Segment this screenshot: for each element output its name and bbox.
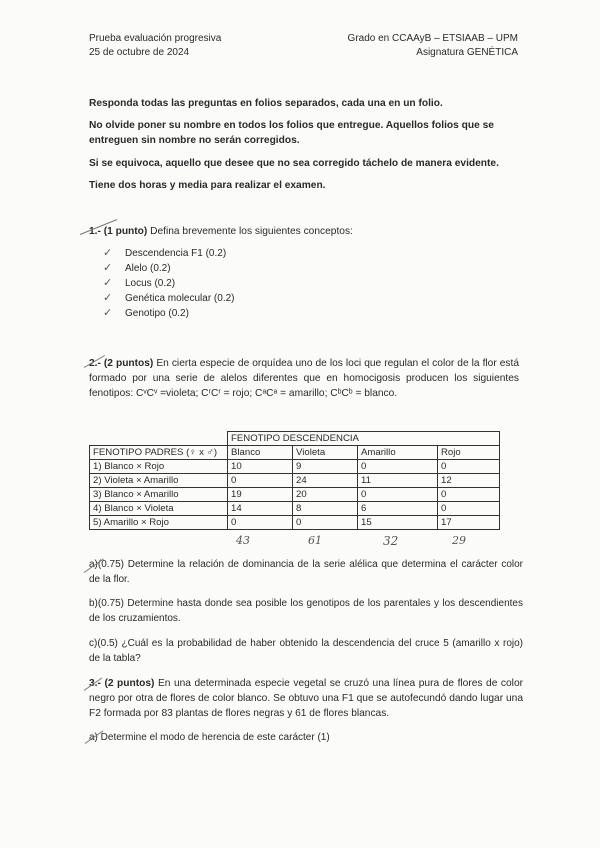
table-cell: 19 xyxy=(228,488,293,502)
handwritten-total: 29 xyxy=(452,534,466,547)
column-header: Blanco xyxy=(228,446,293,460)
question-2-text: En cierta especie de orquídea uno de los loci que regulan el color de la flor está formado por una serie de alelos diferentes que en homocigosis producen los siguientes fenotipos: CᵛCᵛ =violeta; CʳCʳ = rojo; CᵃCᵃ = amarillo; CᵇCᵇ = blanco. xyxy=(89,358,520,399)
handwritten-total: 43 xyxy=(236,534,250,547)
question-3-points: 3.- (2 puntos) xyxy=(89,678,155,689)
table-row xyxy=(90,488,500,502)
cross-label: 3) Blanco × Amarillo xyxy=(90,488,228,502)
checkmark-icon: ✓ xyxy=(103,262,113,274)
table-cell: 12 xyxy=(438,474,500,488)
degree-name: Grado en CCAAyB – ETSIAAB – UPM xyxy=(347,33,518,44)
question-2c: c)(0.5) ¿Cuál es la probabilidad de haber obtenido la descendencia del cruce 5 (amarillo x rojo) de la tabla? xyxy=(89,638,523,664)
question-3 xyxy=(89,676,523,721)
table-cell: 9 xyxy=(293,460,358,474)
table-cell: 0 xyxy=(358,460,438,474)
instruction-2: No olvide poner su nombre en todos los folios que entregue. Aquellos folios que se entreguen sin nombre no serán corregidos. xyxy=(89,120,494,146)
question-2a: a)(0.75) Determine la relación de dominancia de la serie alélica que determina el carácter color de la flor. xyxy=(89,559,523,585)
table-cell: 17 xyxy=(438,516,500,530)
table-cell: 0 xyxy=(438,460,500,474)
checkmark-icon: ✓ xyxy=(103,247,113,259)
table-row xyxy=(90,502,500,516)
table-group-header-row xyxy=(90,432,500,446)
crosses-table xyxy=(89,431,500,530)
question-3-text: En una determinada especie vegetal se cruzó una línea pura de flores de color negro por otra de flores de color blanco. Se obtuvo una F1 que se autofecundó dando lugar una F2 formada por 83 plantas de flores negras y 61 de flores blancas. xyxy=(89,678,523,719)
checkmark-icon: ✓ xyxy=(103,292,113,304)
exam-date: 25 de octubre de 2024 xyxy=(89,47,190,58)
table-empty-cell xyxy=(90,432,228,446)
checkmark-icon: ✓ xyxy=(103,307,113,319)
table-row xyxy=(90,474,500,488)
table-cell: 24 xyxy=(293,474,358,488)
table-cell: 0 xyxy=(438,502,500,516)
q1-item: ✓ Alelo (0.2) xyxy=(103,262,171,274)
cross-label: 4) Blanco × Violeta xyxy=(90,502,228,516)
table-row xyxy=(90,516,500,530)
q1-item: ✓ Descendencia F1 (0.2) xyxy=(103,247,227,259)
table-cell: 11 xyxy=(358,474,438,488)
column-header: Amarillo xyxy=(358,446,438,460)
q1-item: ✓ Genética molecular (0.2) xyxy=(103,292,235,304)
question-2 xyxy=(89,356,519,401)
offspring-phenotype-header: FENOTIPO DESCENDENCIA xyxy=(228,432,500,446)
question-2b: b)(0.75) Determine hasta donde sea posible los genotipos de los parentales y los descendientes de los cruzamientos. xyxy=(89,598,523,624)
handwritten-total: 32 xyxy=(383,534,399,548)
question-2-points: 2.- (2 puntos) xyxy=(89,358,154,369)
table-cell: 0 xyxy=(228,516,293,530)
table-cell: 15 xyxy=(358,516,438,530)
question-1-text: Defina brevemente los siguientes conceptos: xyxy=(147,226,353,237)
parents-phenotype-header: FENOTIPO PADRES (♀ x ♂) xyxy=(90,446,228,460)
table-cell: 0 xyxy=(438,488,500,502)
q1-item: ✓ Locus (0.2) xyxy=(103,277,176,289)
subject-name: Asignatura GENÉTICA xyxy=(416,47,518,58)
course-test-title: Prueba evaluación progresiva xyxy=(89,33,222,44)
column-header: Violeta xyxy=(293,446,358,460)
handwritten-total: 61 xyxy=(308,534,322,547)
instruction-1: Responda todas las preguntas en folios separados, cada una en un folio. xyxy=(89,98,443,109)
question-3a: a) Determine el modo de herencia de este carácter (1) xyxy=(89,732,330,743)
instruction-4: Tiene dos horas y media para realizar el examen. xyxy=(89,180,326,191)
table-cell: 0 xyxy=(358,488,438,502)
question-1 xyxy=(89,224,529,239)
table-cell: 6 xyxy=(358,502,438,516)
table-cell: 0 xyxy=(293,516,358,530)
cross-label: 1) Blanco × Rojo xyxy=(90,460,228,474)
question-1-points: 1.- (1 punto) xyxy=(89,226,148,237)
table-cell: 10 xyxy=(228,460,293,474)
header-left xyxy=(89,32,221,60)
table-row xyxy=(90,460,500,474)
table-cell: 20 xyxy=(293,488,358,502)
q1-item: ✓ Genotipo (0.2) xyxy=(103,307,189,319)
q1-concept-list xyxy=(103,246,403,321)
table-cell: 14 xyxy=(228,502,293,516)
table-header-row xyxy=(90,446,500,460)
header-right xyxy=(348,32,518,60)
instruction-3: Si se equivoca, aquello que desee que no sea corregido táchelo de manera evidente. xyxy=(89,158,499,169)
cross-label: 2) Violeta × Amarillo xyxy=(90,474,228,488)
table-cell: 8 xyxy=(293,502,358,516)
cross-label: 5) Amarillo × Rojo xyxy=(90,516,228,530)
table-cell: 0 xyxy=(228,474,293,488)
checkmark-icon: ✓ xyxy=(103,277,113,289)
column-header: Rojo xyxy=(438,446,500,460)
